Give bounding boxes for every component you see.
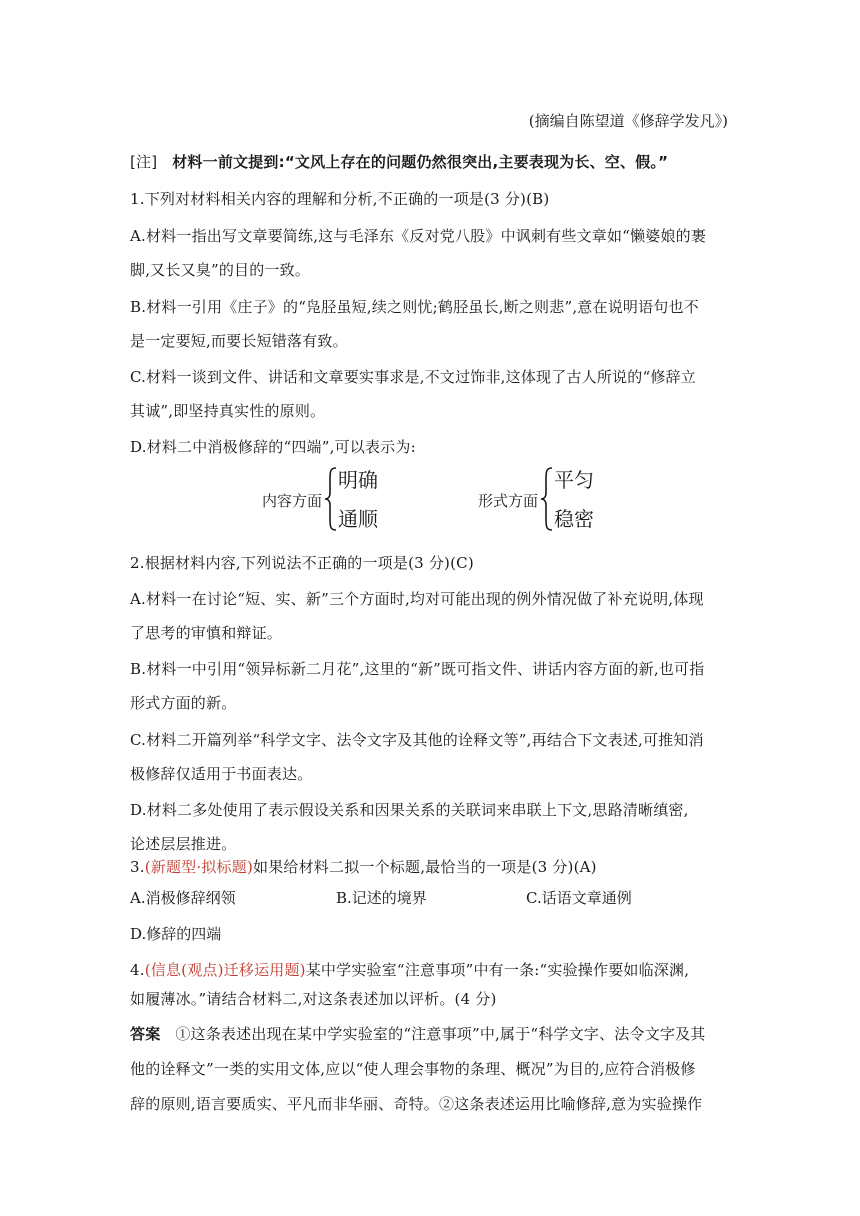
q2-option-c-line1: C.材料二开篇列举“科学文字、法令文字及其他的诠释文等”,再结合下文表述,可推知消 (130, 731, 704, 749)
q4-type-tag: (信息(观点)迁移运用题) (144, 961, 306, 979)
form-aspect-label: 形式方面 (478, 492, 539, 510)
right-brace-icon (540, 466, 554, 532)
q3-question: 如果给材料二拟一个标题,最恰当的一项是(3 分)(A) (253, 858, 597, 876)
answer-line2: 他的诠释文”一类的实用文体,应以“使人理会事物的条理、概况”为目的,应符合消极修 (130, 1060, 696, 1078)
answer-text-1: ①这条表述出现在某中学实验室的“注意事项”中,属于“科学文字、法令文字及其 (175, 1025, 706, 1043)
q1-stem: 1.下列对材料相关内容的理解和分析,不正确的一项是(3 分)(B) (130, 190, 550, 208)
note-tag: [注] (130, 153, 158, 171)
q1-option-b-line1: B.材料一引用《庄子》的“凫胫虽短,续之则忧;鹤胫虽长,断之则悲”,意在说明语句也不 (130, 298, 699, 316)
q2-option-a-line2: 了思考的审慎和辩证。 (130, 624, 283, 642)
q2-option-a-line1: A.材料一在讨论“短、实、新”三个方面时,均对可能出现的例外情况做了补充说明,体现 (130, 590, 704, 608)
answer-line1 (130, 1024, 706, 1044)
q1-option-a-line2: 脚,又长又臭”的目的一致。 (130, 261, 311, 279)
q3-option-a: A.消极修辞纲领 (130, 889, 236, 907)
q4-number: 4. (130, 961, 145, 979)
q4-stem-line1 (130, 960, 689, 980)
q1-option-b-line2: 是一定要短,而要长短错落有致。 (130, 332, 348, 350)
note-text: 材料一前文提到:“文风上存在的问题仍然很突出,主要表现为长、空、假。” (172, 153, 669, 171)
q3-stem (130, 857, 597, 877)
q3-number: 3. (130, 858, 145, 876)
note-line (130, 152, 668, 172)
q2-option-c-line2: 极修辞仅适用于书面表达。 (130, 765, 313, 783)
q3-type-tag: (新题型·拟标题) (144, 858, 253, 876)
source-citation: (摘编自陈望道《修辞学发凡》) (528, 112, 728, 130)
q4-stem-line2: 如履薄冰。”请结合材料二,对这条表述加以评析。(4 分) (130, 990, 497, 1008)
q1-option-a-line1: A.材料一指出写文章要简练,这与毛泽东《反对党八股》中讽刺有些文章如“懒婆娘的裹 (130, 227, 707, 245)
q4-question: 某中学实验室“注意事项”中有一条:“实验操作要如临深渊, (305, 961, 690, 979)
q2-option-d-line2: 论述层层推进。 (130, 835, 237, 853)
form-item-dense: 稳密 (554, 507, 594, 531)
q2-option-b-line1: B.材料一中引用“领异标新二月花”,这里的“新”既可指文件、讲话内容方面的新,也可指 (130, 660, 705, 678)
form-item-even: 平匀 (554, 468, 594, 492)
answer-label: 答案 (130, 1025, 161, 1043)
q3-option-c: C.话语文章通例 (526, 889, 632, 907)
q2-option-b-line2: 形式方面的新。 (130, 694, 237, 712)
q1-option-c-line1: C.材料一谈到文件、讲话和文章要实事求是,不文过饰非,这体现了古人所说的“修辞立 (130, 368, 696, 386)
content-aspect-label: 内容方面 (262, 492, 323, 510)
left-brace-icon (324, 466, 338, 532)
q2-stem: 2.根据材料内容,下列说法不正确的一项是(3 分)(C) (130, 554, 474, 572)
q1-option-d-line1: D.材料二中消极修辞的“四端”,可以表示为: (130, 438, 416, 456)
q1-option-c-line2: 其诚”,即坚持真实性的原则。 (130, 402, 326, 420)
answer-line3: 辞的原则,语言要质实、平凡而非华丽、奇特。②这条表述运用比喻修辞,意为实验操作 (130, 1095, 703, 1113)
content-item-clear: 明确 (338, 468, 378, 492)
content-item-fluent: 通顺 (338, 507, 378, 531)
q2-option-d-line1: D.材料二多处使用了表示假设关系和因果关系的关联词来串联上下文,思路清晰缜密, (130, 801, 689, 819)
q3-option-d: D.修辞的四端 (130, 925, 222, 943)
q3-option-b: B.记述的境界 (336, 889, 427, 907)
